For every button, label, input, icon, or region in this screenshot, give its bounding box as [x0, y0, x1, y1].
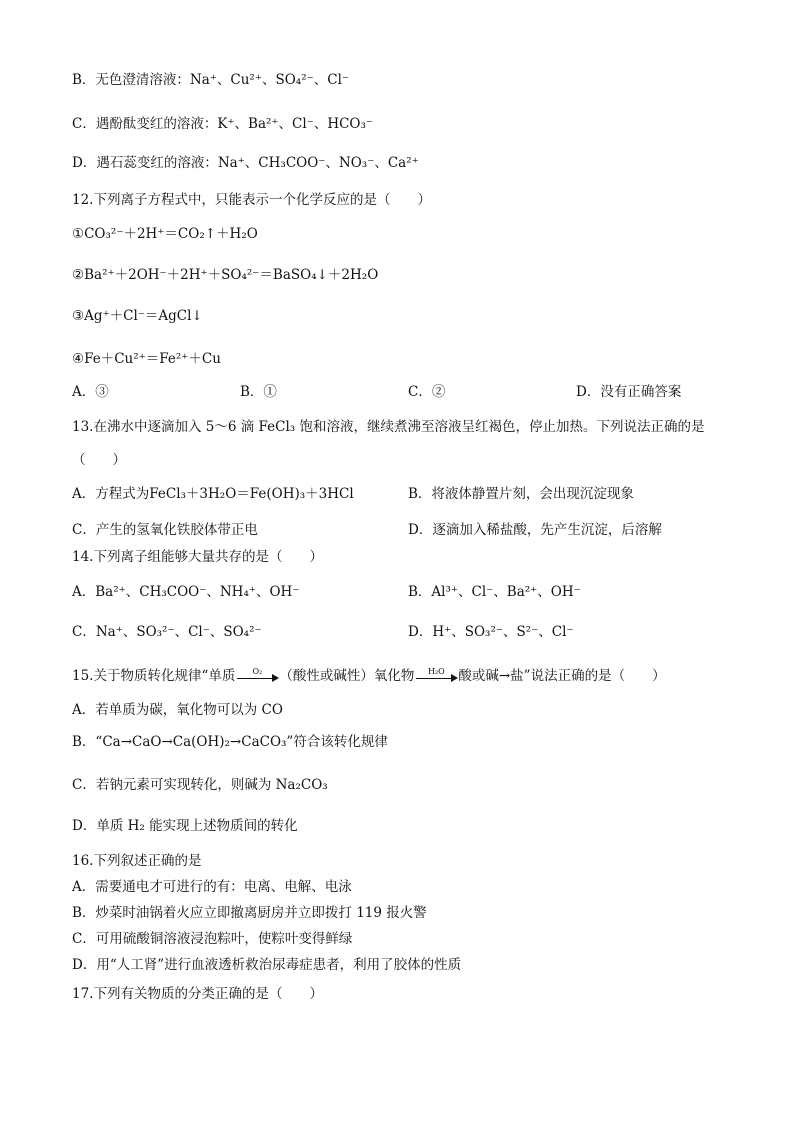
q16-option-d: D．用“人工肾”进行血液透析救治尿毒症患者，利用了胶体的性质 — [72, 957, 462, 973]
q11-option-c: C．遇酚酞变红的溶液：K⁺、Ba²⁺、Cl⁻、HCO₃⁻ — [72, 116, 374, 132]
q14-option-d: D．H⁺、SO₃²⁻、S²⁻、Cl⁻ — [408, 624, 574, 640]
q15-option-d: D．单质 H₂ 能实现上述物质间的转化 — [72, 818, 298, 834]
q12-option-d: D．没有正确答案 — [576, 384, 682, 400]
q12-equation-3: ③Ag⁺＋Cl⁻＝AgCl↓ — [72, 308, 203, 324]
q17-stem: 17.下列有关物质的分类正确的是（ ） — [72, 986, 323, 1002]
q12-option-c: C．② — [408, 384, 446, 400]
q16-option-b: B．炒菜时油锅着火应立即撤离厨房并立即拨打 119 报火警 — [72, 905, 427, 921]
q13-option-b: B．将液体静置片刻，会出现沉淀现象 — [408, 486, 634, 502]
q13-option-c: C．产生的氢氧化铁胶体带正电 — [72, 522, 258, 538]
q12-option-a: A．③ — [72, 384, 109, 400]
q15-option-c: C．若钠元素可实现转化，则碱为 Na₂CO₃ — [72, 777, 328, 793]
q14-option-a: A．Ba²⁺、CH₃COO⁻、NH₄⁺、OH⁻ — [72, 584, 300, 600]
q15-stem-part-c: 酸或碱→盐”说法正确的是（ ） — [458, 668, 666, 684]
q13-stem-line1: 13.在沸水中逐滴加入 5～6 滴 FeCl₃ 饱和溶液，继续煮沸至溶液呈红褐色，停止加热。下列说法正确的是 — [72, 419, 705, 435]
q14-option-b: B．Al³⁺、Cl⁻、Ba²⁺、OH⁻ — [408, 584, 581, 600]
arrow-label-o2: O₂ — [252, 666, 263, 676]
q13-option-a: A．方程式为FeCl₃＋3H₂O＝Fe(OH)₃＋3HCl — [72, 486, 354, 502]
q12-equation-4: ④Fe＋Cu²⁺＝Fe²⁺＋Cu — [72, 351, 221, 367]
q13-stem-line2: （ ） — [72, 452, 126, 468]
q14-option-c: C．Na⁺、SO₃²⁻、Cl⁻、SO₄²⁻ — [72, 624, 262, 640]
q15-stem-part-b: （酸性或碱性）氧化物 — [279, 668, 415, 684]
q11-option-d: D．遇石蕊变红的溶液：Na⁺、CH₃COO⁻、NO₃⁻、Ca²⁺ — [72, 155, 419, 171]
q11-option-b: B．无色澄清溶液：Na⁺、Cu²⁺、SO₄²⁻、Cl⁻ — [72, 72, 350, 88]
q15-option-b: B．“Ca→CaO→Ca(OH)₂→CaCO₃”符合该转化规律 — [72, 734, 388, 750]
q12-stem: 12.下列离子方程式中，只能表示一个化学反应的是（ ） — [72, 192, 431, 208]
q16-option-c: C．可用硫酸铜溶液浸泡粽叶，使粽叶变得鲜绿 — [72, 931, 353, 947]
reaction-arrow-icon — [235, 666, 279, 684]
q12-equation-2: ②Ba²⁺＋2OH⁻＋2H⁺＋SO₄²⁻＝BaSO₄↓＋2H₂O — [72, 267, 379, 283]
reaction-arrow-icon — [414, 666, 458, 684]
q15-stem-part-a: 15.关于物质转化规律“单质 — [72, 668, 236, 684]
q12-option-b: B．① — [240, 384, 277, 400]
q15-stem — [72, 666, 666, 686]
q12-equation-1: ①CO₃²⁻＋2H⁺＝CO₂↑＋H₂O — [72, 226, 258, 242]
q13-option-d: D．逐滴加入稀盐酸，先产生沉淀，后溶解 — [408, 522, 662, 538]
q16-stem: 16.下列叙述正确的是 — [72, 853, 202, 869]
arrow-label-h2o: H₂O — [428, 666, 445, 676]
q16-option-a: A．需要通电才可进行的有：电离、电解、电泳 — [72, 879, 352, 895]
q14-stem: 14.下列离子组能够大量共存的是（ ） — [72, 549, 323, 565]
q15-option-a: A．若单质为碳，氧化物可以为 CO — [72, 702, 283, 718]
